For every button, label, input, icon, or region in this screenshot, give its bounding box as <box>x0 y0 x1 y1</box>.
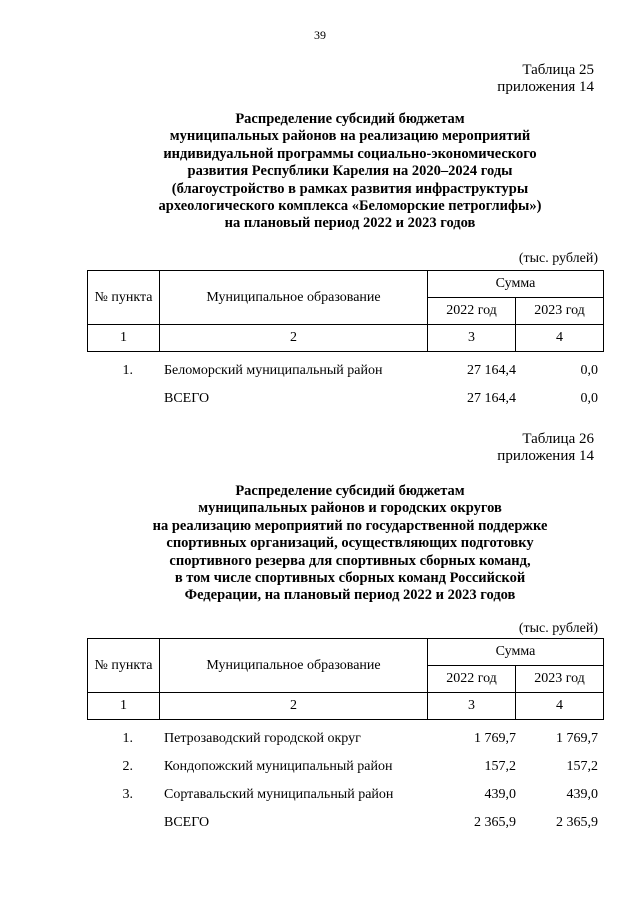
header-year-2022: 2022 год <box>428 298 516 325</box>
header-sum: Сумма <box>428 271 604 298</box>
title-line: спортивного резерва для спортивных сборных команд, <box>169 552 531 569</box>
row-value-2022: 439,0 <box>484 787 516 802</box>
title-line: индивидуальной программы социально-экономического <box>163 145 537 162</box>
row-municipality: ВСЕГО <box>164 391 210 406</box>
row-municipality: Сортавальский муниципальный район <box>164 787 394 802</box>
row-number: 2. <box>122 759 133 774</box>
title-line: развития Республики Карелия на 2020–2024 годы <box>187 163 513 180</box>
header-year-2022: 2022 год <box>428 666 516 693</box>
row-value-2023: 157,2 <box>566 759 598 774</box>
row-value-2023: 439,0 <box>566 787 598 802</box>
column-index: 2 <box>160 693 428 720</box>
appendix-label: приложения 14 <box>497 79 594 95</box>
row-value-2022: 157,2 <box>484 759 516 774</box>
column-index: 4 <box>516 325 604 352</box>
title-line: спортивных организаций, осуществляющих подготовку <box>166 535 534 552</box>
table-row <box>87 363 603 391</box>
row-municipality: ВСЕГО <box>164 815 210 830</box>
header-number: № пункта <box>88 271 160 325</box>
table-label: Таблица 25 <box>522 62 594 78</box>
header-municipality: Муниципальное образование <box>160 639 428 693</box>
title-line: на плановый период 2022 и 2023 годов <box>224 215 476 232</box>
row-municipality: Петрозаводский городской округ <box>164 731 361 746</box>
column-index: 3 <box>428 325 516 352</box>
table-25-body <box>87 363 603 419</box>
row-value-2023: 0,0 <box>580 391 598 406</box>
table-row <box>87 731 603 759</box>
title-line: Распределение субсидий бюджетам <box>235 111 465 127</box>
row-municipality: Беломорский муниципальный район <box>164 363 383 378</box>
header-year-2023: 2023 год <box>516 666 604 693</box>
title-line: (благоустройство в рамках развития инфраструктуры <box>171 180 529 197</box>
unit-label: (тыс. рублей) <box>518 621 598 636</box>
row-value-2022: 27 164,4 <box>467 363 516 378</box>
page-number: 39 <box>314 28 326 42</box>
column-index: 1 <box>88 325 160 352</box>
title-line: Федерации, на плановый период 2022 и 2023 годов <box>184 587 516 604</box>
row-value-2023: 2 365,9 <box>556 815 598 830</box>
column-index: 2 <box>160 325 428 352</box>
column-index: 3 <box>428 693 516 720</box>
title-line: археологического комплекса «Беломорские петроглифы») <box>158 198 542 215</box>
title-line: в том числе спортивных сборных команд Российской <box>174 570 526 587</box>
table-26-body <box>87 731 603 843</box>
unit-label: (тыс. рублей) <box>518 251 598 266</box>
table-row-total <box>87 815 603 843</box>
row-value-2022: 27 164,4 <box>467 391 516 406</box>
title-line: на реализацию мероприятий по государственной поддержке <box>152 517 548 534</box>
table-label: Таблица 26 <box>522 431 594 447</box>
table-row <box>87 787 603 815</box>
row-value-2023: 0,0 <box>580 363 598 378</box>
row-value-2022: 2 365,9 <box>474 815 516 830</box>
row-municipality: Кондопожский муниципальный район <box>164 759 393 774</box>
header-municipality: Муниципальное образование <box>160 271 428 325</box>
table-26-title <box>80 483 620 605</box>
table-row <box>87 759 603 787</box>
table-row-total <box>87 391 603 419</box>
table-25-header <box>87 270 604 352</box>
header-year-2023: 2023 год <box>516 298 604 325</box>
column-index: 4 <box>516 693 604 720</box>
row-number: 3. <box>122 787 133 802</box>
table-26-reference <box>497 431 594 465</box>
table-26-header <box>87 638 604 720</box>
row-value-2023: 1 769,7 <box>556 731 598 746</box>
table-25-reference <box>497 62 594 96</box>
row-number: 1. <box>122 731 133 746</box>
row-number: 1. <box>122 363 133 378</box>
column-index: 1 <box>88 693 160 720</box>
title-line: муниципальных районов на реализацию мероприятий <box>169 128 531 145</box>
title-line: Распределение субсидий бюджетам <box>235 483 465 499</box>
table-25-title <box>80 111 620 233</box>
row-value-2022: 1 769,7 <box>474 731 516 746</box>
title-line: муниципальных районов и городских округов <box>198 500 502 517</box>
header-number: № пункта <box>88 639 160 693</box>
header-sum: Сумма <box>428 639 604 666</box>
appendix-label: приложения 14 <box>497 448 594 464</box>
